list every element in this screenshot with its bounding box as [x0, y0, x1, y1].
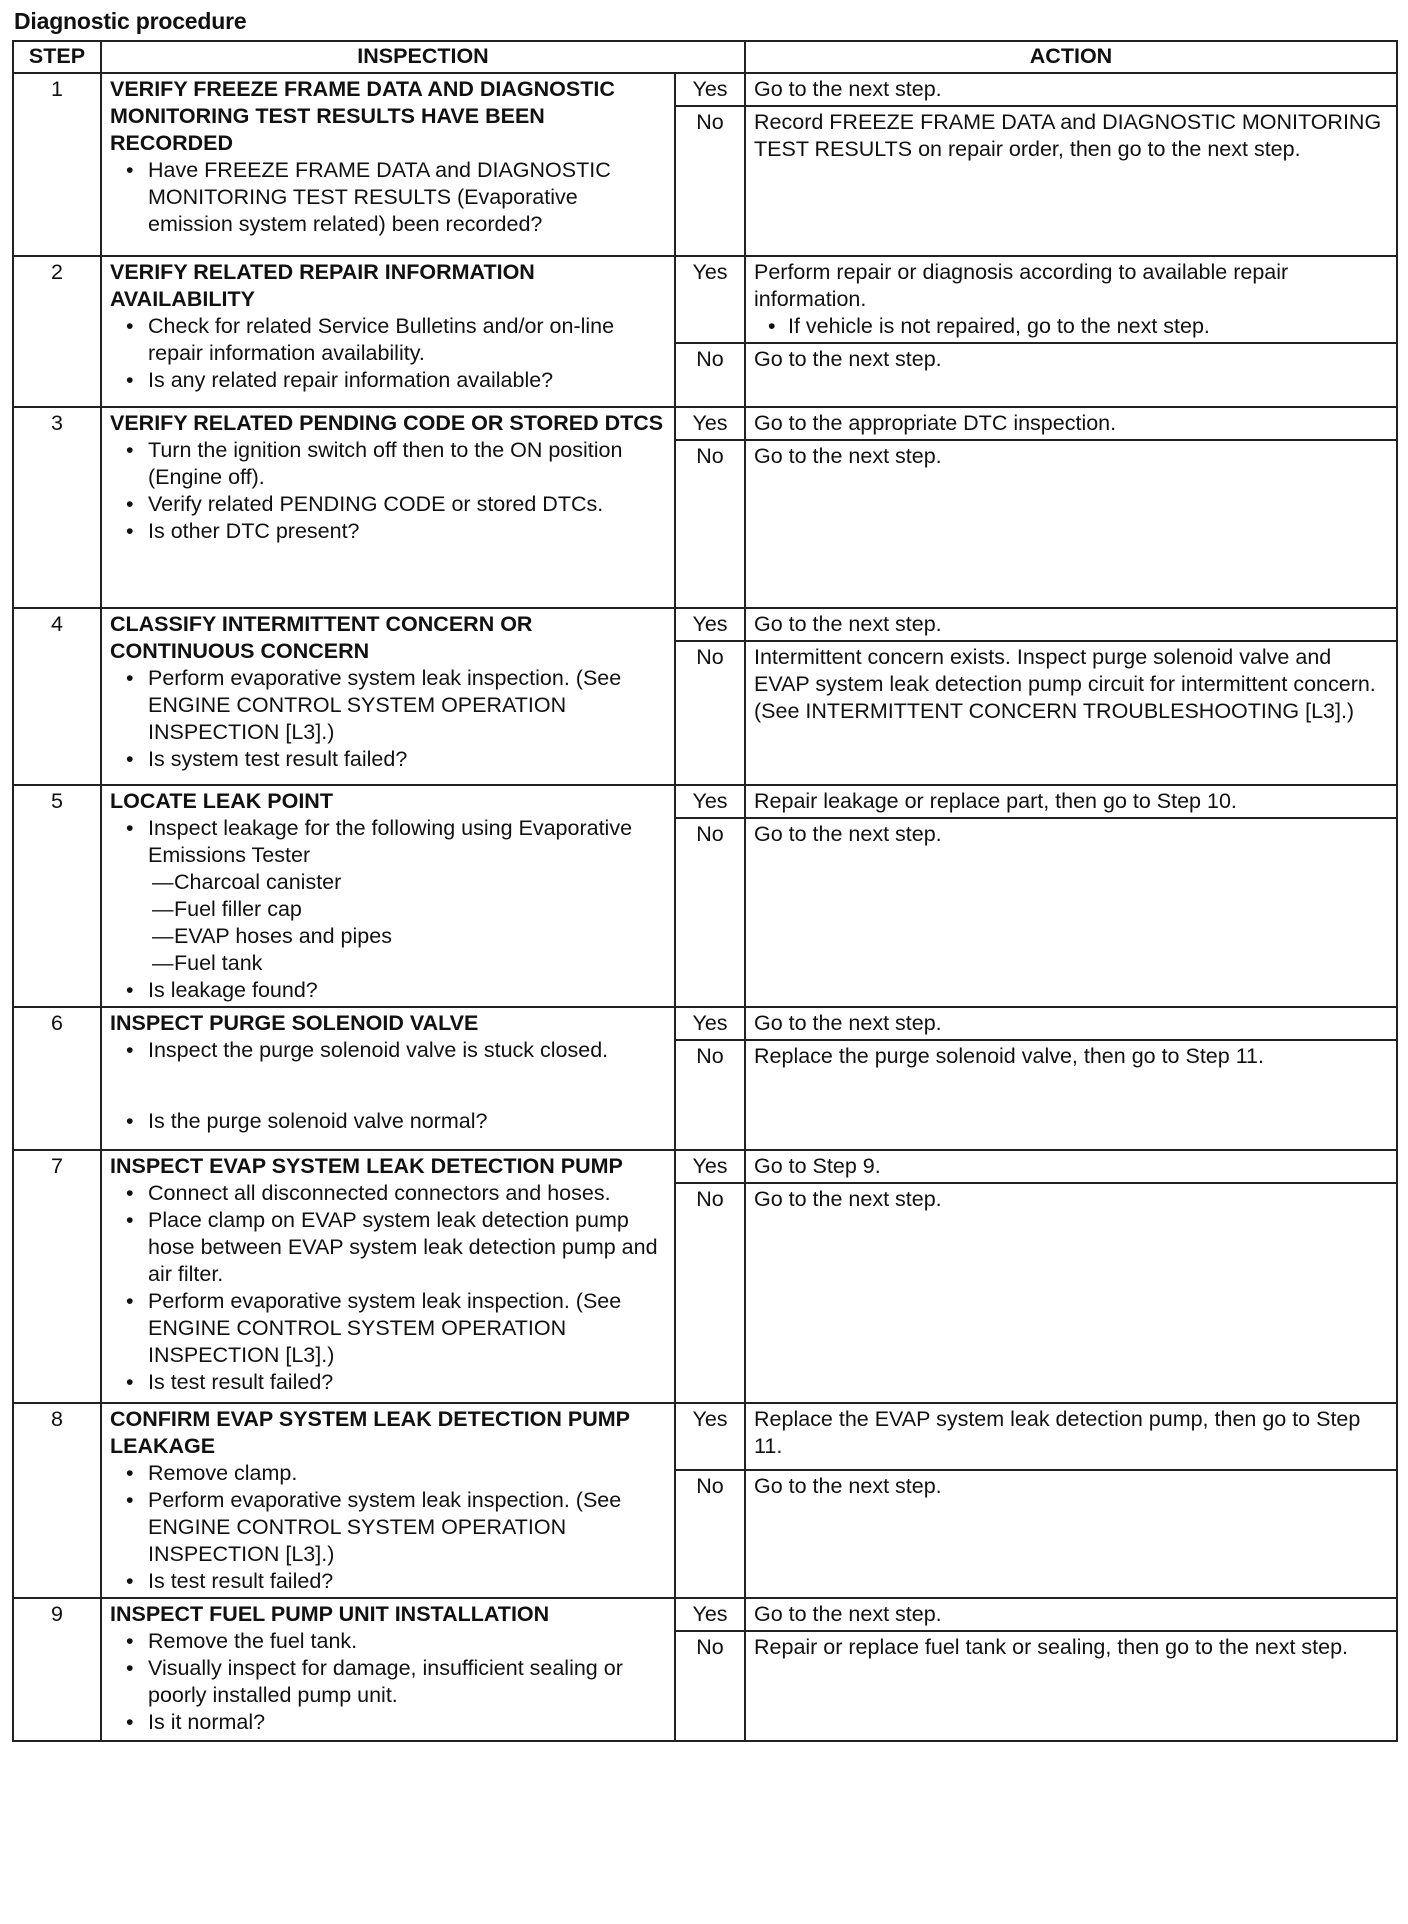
table-row: [13, 1598, 1397, 1631]
header-action: ACTION: [745, 41, 1397, 73]
step-number: 5: [13, 785, 101, 1007]
yes-action: Go to the appropriate DTC inspection.: [745, 407, 1397, 440]
no-action: Replace the purge solenoid valve, then go to Step 11.: [745, 1040, 1397, 1150]
yes-label: Yes: [675, 407, 745, 440]
inspection-bullet: • Is it normal?: [122, 1709, 666, 1736]
yes-label: Yes: [675, 1150, 745, 1183]
inspection-bullet: [122, 815, 666, 977]
inspection-title: VERIFY RELATED REPAIR INFORMATION AVAILABILITY: [110, 260, 535, 311]
step-number: 6: [13, 1007, 101, 1150]
inspection-bullet: • Verify related PENDING CODE or stored DTCs.: [122, 491, 666, 518]
inspection-bullet: • Perform evaporative system leak inspection. (See ENGINE CONTROL SYSTEM OPERATION INSPECTION [L3].): [122, 1487, 666, 1568]
yes-label: Yes: [675, 256, 745, 343]
inspection-bullet: • Is test result failed?: [122, 1568, 666, 1595]
inspection-bullet: • Perform evaporative system leak inspection. (See ENGINE CONTROL SYSTEM OPERATION INSPECTION [L3].): [122, 665, 666, 746]
step-number: 7: [13, 1150, 101, 1403]
yes-label: Yes: [675, 608, 745, 641]
inspection-bullet: • Turn the ignition switch off then to the ON position (Engine off).: [122, 437, 666, 491]
inspection-title: INSPECT PURGE SOLENOID VALVE: [110, 1011, 479, 1035]
inspection-cell: [101, 407, 675, 608]
inspection-cell: [101, 1007, 675, 1150]
no-action: Intermittent concern exists. Inspect purge solenoid valve and EVAP system leak detection pump circuit for intermittent concern.: [754, 645, 1376, 696]
step-number: 3: [13, 407, 101, 608]
no-label: No: [675, 1040, 745, 1150]
step-number: 4: [13, 608, 101, 785]
yes-action: Go to the next step.: [745, 608, 1397, 641]
inspection-bullet: • Is test result failed?: [122, 1369, 666, 1396]
yes-action: Go to the next step.: [745, 1598, 1397, 1631]
no-label: No: [675, 641, 745, 785]
yes-action: Go to the next step.: [745, 73, 1397, 106]
no-label: No: [675, 343, 745, 407]
table-row: [13, 1150, 1397, 1183]
yes-action: Go to Step 9.: [745, 1150, 1397, 1183]
inspection-bullet: • Remove clamp.: [122, 1460, 666, 1487]
table-row: [13, 1007, 1397, 1040]
inspection-title: LOCATE LEAK POINT: [110, 789, 333, 813]
no-action: Go to the next step.: [745, 440, 1397, 608]
inspection-cell: [101, 608, 675, 785]
no-action: Go to the next step.: [745, 1470, 1397, 1598]
inspection-title: CLASSIFY INTERMITTENT CONCERN OR CONTINUOUS CONCERN: [110, 612, 533, 663]
yes-label: Yes: [675, 1403, 745, 1470]
inspection-bullet: • Inspect the purge solenoid valve is stuck closed.: [122, 1037, 666, 1064]
inspection-bullet: • Is leakage found?: [122, 977, 666, 1004]
yes-action: Go to the next step.: [745, 1007, 1397, 1040]
inspection-bullet: • Place clamp on EVAP system leak detection pump hose between EVAP system leak detection pump and air filter.: [122, 1207, 666, 1288]
table-row: [13, 785, 1397, 818]
no-action-reference: (See INTERMITTENT CONCERN TROUBLESHOOTING [L3].): [754, 699, 1355, 723]
inspection-bullet: • Have FREEZE FRAME DATA and DIAGNOSTIC MONITORING TEST RESULTS (Evaporative emission system related) been recorded?: [122, 157, 666, 238]
dash-item: — Charcoal canister: [148, 869, 666, 896]
inspection-bullet-text: Inspect leakage for the following using Evaporative Emissions Tester: [148, 816, 633, 867]
no-label: No: [675, 440, 745, 608]
yes-action-bullet: • If vehicle is not repaired, go to the next step.: [754, 313, 1388, 340]
inspection-cell: [101, 1403, 675, 1598]
inspection-bullet: • Connect all disconnected connectors and hoses.: [122, 1180, 666, 1207]
header-step: STEP: [13, 41, 101, 73]
inspection-cell: [101, 1150, 675, 1403]
yes-action: Perform repair or diagnosis according to available repair information.: [754, 260, 1289, 311]
header-inspection: INSPECTION: [101, 41, 745, 73]
inspection-cell: [101, 785, 675, 1007]
no-action: Record FREEZE FRAME DATA and DIAGNOSTIC MONITORING TEST RESULTS on repair order, then go to the next step.: [745, 106, 1397, 256]
table-row: [13, 608, 1397, 641]
diagnostic-table: [12, 40, 1398, 1742]
no-label: No: [675, 1470, 745, 1598]
no-action-cell: [745, 641, 1397, 785]
table-row: [13, 1403, 1397, 1470]
inspection-cell: [101, 1598, 675, 1741]
yes-label: Yes: [675, 1598, 745, 1631]
inspection-bullet: • Check for related Service Bulletins and/or on-line repair information availability.: [122, 313, 666, 367]
table-row: [13, 256, 1397, 343]
no-label: No: [675, 818, 745, 1007]
step-number: 8: [13, 1403, 101, 1598]
yes-action: Repair leakage or replace part, then go to Step 10.: [745, 785, 1397, 818]
yes-label: Yes: [675, 1007, 745, 1040]
step-number: 2: [13, 256, 101, 407]
no-label: No: [675, 1631, 745, 1741]
inspection-title: INSPECT EVAP SYSTEM LEAK DETECTION PUMP: [110, 1154, 623, 1178]
inspection-bullet: • Is any related repair information available?: [122, 367, 666, 394]
inspection-bullet: • Remove the fuel tank.: [122, 1628, 666, 1655]
yes-label: Yes: [675, 785, 745, 818]
no-action: Repair or replace fuel tank or sealing, then go to the next step.: [745, 1631, 1397, 1741]
no-action: Go to the next step.: [745, 818, 1397, 1007]
table-row: [13, 73, 1397, 106]
inspection-bullet: • Is system test result failed?: [122, 746, 666, 773]
inspection-bullet: • Is the purge solenoid valve normal?: [122, 1108, 666, 1135]
inspection-title: INSPECT FUEL PUMP UNIT INSTALLATION: [110, 1602, 550, 1626]
inspection-title: VERIFY FREEZE FRAME DATA AND DIAGNOSTIC MONITORING TEST RESULTS HAVE BEEN RECORDED: [110, 77, 615, 155]
no-label: No: [675, 106, 745, 256]
inspection-cell: [101, 73, 675, 256]
yes-label: Yes: [675, 73, 745, 106]
inspection-cell: [101, 256, 675, 407]
dash-item: — EVAP hoses and pipes: [148, 923, 666, 950]
yes-action: Replace the EVAP system leak detection pump, then go to Step 11.: [745, 1403, 1397, 1470]
no-action: Go to the next step.: [745, 1183, 1397, 1403]
inspection-bullet: • Perform evaporative system leak inspection. (See ENGINE CONTROL SYSTEM OPERATION INSPECTION [L3].): [122, 1288, 666, 1369]
table-row: [13, 407, 1397, 440]
table-body: [13, 73, 1397, 1741]
dash-item: — Fuel filler cap: [148, 896, 666, 923]
dash-item: — Fuel tank: [148, 950, 666, 977]
inspection-bullet: • Visually inspect for damage, insufficient sealing or poorly installed pump unit.: [122, 1655, 666, 1709]
inspection-title: CONFIRM EVAP SYSTEM LEAK DETECTION PUMP LEAKAGE: [110, 1407, 630, 1458]
no-action: Go to the next step.: [745, 343, 1397, 407]
inspection-title: VERIFY RELATED PENDING CODE OR STORED DTCS: [110, 411, 664, 435]
no-label: No: [675, 1183, 745, 1403]
step-number: 1: [13, 73, 101, 256]
inspection-bullet: • Is other DTC present?: [122, 518, 666, 545]
header-row: [13, 41, 1397, 73]
step-number: 9: [13, 1598, 101, 1741]
page-title: Diagnostic procedure: [14, 8, 247, 34]
yes-action-cell: [745, 256, 1397, 343]
